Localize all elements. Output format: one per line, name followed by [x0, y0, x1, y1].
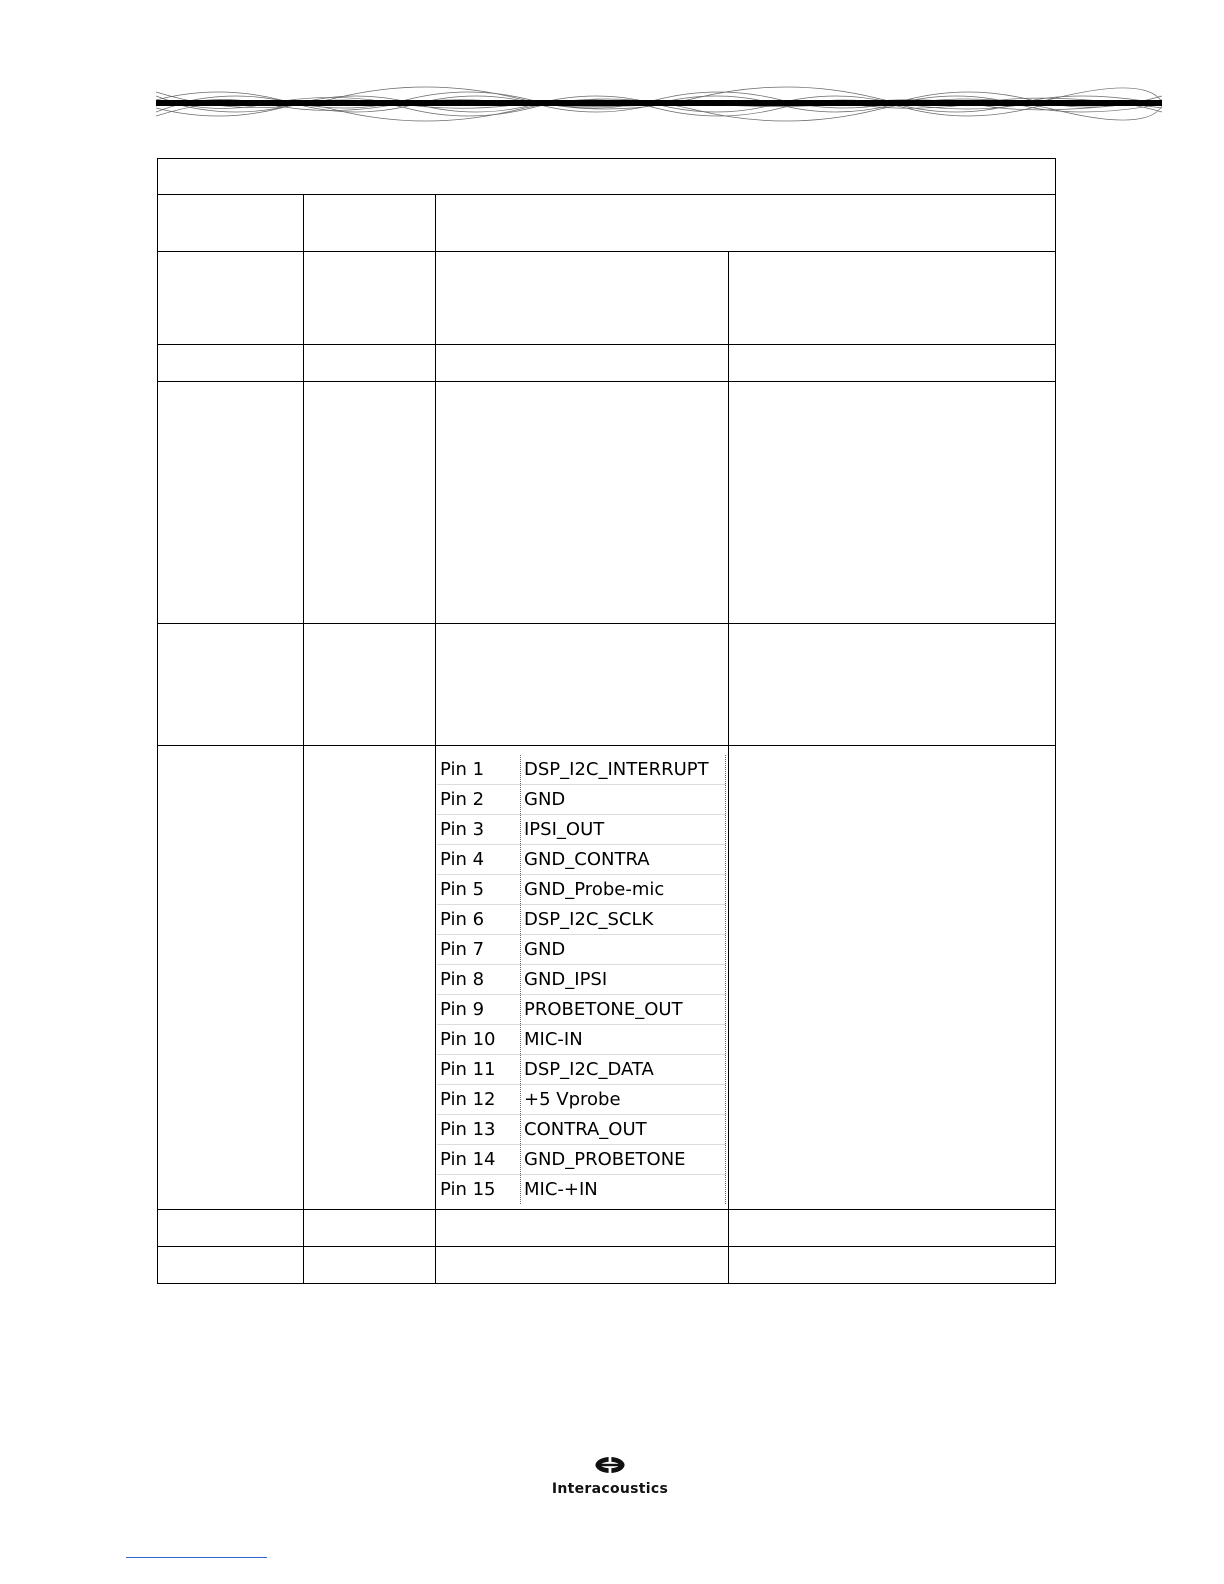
table-cell — [729, 624, 1056, 746]
table-cell — [304, 382, 436, 624]
table-cell — [436, 1210, 729, 1247]
table-cell — [304, 195, 436, 252]
table-cell — [158, 1210, 304, 1247]
pin-number: Pin 9 — [437, 995, 521, 1025]
pinout-row — [437, 1025, 726, 1055]
table-row — [158, 195, 1056, 252]
pinout-row — [437, 1115, 726, 1145]
table-cell — [436, 1247, 729, 1284]
table-cell — [304, 746, 436, 1210]
table-cell — [436, 195, 1056, 252]
interacoustics-logo-icon — [594, 1456, 626, 1474]
pin-signal: CONTRA_OUT — [521, 1115, 726, 1145]
table-row — [158, 382, 1056, 624]
pin-signal: MIC-IN — [521, 1025, 726, 1055]
table-row — [158, 746, 1056, 1210]
pin-number: Pin 2 — [437, 785, 521, 815]
table-cell — [436, 345, 729, 382]
table-cell — [729, 382, 1056, 624]
pin-signal: GND_PROBETONE — [521, 1145, 726, 1175]
pinout-row — [437, 1055, 726, 1085]
pin-signal: GND_IPSI — [521, 965, 726, 995]
table-cell — [304, 252, 436, 345]
table-cell — [729, 1247, 1056, 1284]
pinout-row — [437, 905, 726, 935]
table-cell — [304, 1210, 436, 1247]
table-cell — [158, 345, 304, 382]
pinout-row — [437, 935, 726, 965]
pin-signal: +5 Vprobe — [521, 1085, 726, 1115]
pinout-row — [437, 845, 726, 875]
table-row — [158, 1247, 1056, 1284]
table-cell — [729, 345, 1056, 382]
table-cell — [158, 195, 304, 252]
pin-number: Pin 12 — [437, 1085, 521, 1115]
table-cell — [729, 252, 1056, 345]
table-cell — [304, 1247, 436, 1284]
pinout-row — [437, 1085, 726, 1115]
table-row — [158, 624, 1056, 746]
pinout-row — [437, 875, 726, 905]
pin-number: Pin 10 — [437, 1025, 521, 1055]
table-cell — [436, 624, 729, 746]
pin-signal: MIC-+IN — [521, 1175, 726, 1205]
pinout-list — [437, 755, 726, 1204]
table-cell — [158, 159, 1056, 195]
table-cell — [158, 252, 304, 345]
pin-number: Pin 1 — [437, 755, 521, 785]
table-cell — [158, 382, 304, 624]
table-row — [158, 345, 1056, 382]
pin-number: Pin 8 — [437, 965, 521, 995]
pin-signal: GND_Probe-mic — [521, 875, 726, 905]
table-cell — [158, 1247, 304, 1284]
pin-number: Pin 3 — [437, 815, 521, 845]
table-cell — [729, 746, 1056, 1210]
table-cell — [436, 382, 729, 624]
pinout-row — [437, 785, 726, 815]
pin-signal: DSP_I2C_SCLK — [521, 905, 726, 935]
pin-number: Pin 5 — [437, 875, 521, 905]
pin-number: Pin 7 — [437, 935, 521, 965]
footnote-separator — [126, 1557, 267, 1558]
pin-signal: IPSI_OUT — [521, 815, 726, 845]
pin-number: Pin 13 — [437, 1115, 521, 1145]
pin-signal: DSP_I2C_INTERRUPT — [521, 755, 726, 785]
pin-signal: PROBETONE_OUT — [521, 995, 726, 1025]
pinout-row — [437, 815, 726, 845]
pin-number: Pin 14 — [437, 1145, 521, 1175]
specification-table — [157, 158, 1056, 1284]
pinout-row — [437, 965, 726, 995]
table-cell — [436, 252, 729, 345]
pin-number: Pin 4 — [437, 845, 521, 875]
pin-signal: GND_CONTRA — [521, 845, 726, 875]
pinout-row — [437, 755, 726, 785]
pinout-row — [437, 1175, 726, 1205]
pin-number: Pin 15 — [437, 1175, 521, 1205]
pin-signal: GND — [521, 935, 726, 965]
footer-logo — [540, 1456, 680, 1497]
pin-number: Pin 6 — [437, 905, 521, 935]
table-cell — [158, 624, 304, 746]
table-cell — [304, 624, 436, 746]
table-cell — [304, 345, 436, 382]
pinout-row — [437, 1145, 726, 1175]
pin-signal: GND — [521, 785, 726, 815]
table-row — [158, 252, 1056, 345]
pinout-cell — [436, 746, 729, 1210]
pinout-row — [437, 995, 726, 1025]
header-decorative-band — [156, 82, 1162, 126]
pin-number: Pin 11 — [437, 1055, 521, 1085]
footer-brand-name: Interacoustics — [551, 1481, 669, 1497]
table-row — [158, 1210, 1056, 1247]
table-cell — [729, 1210, 1056, 1247]
pin-signal: DSP_I2C_DATA — [521, 1055, 726, 1085]
table-row — [158, 159, 1056, 195]
table-cell — [158, 746, 304, 1210]
